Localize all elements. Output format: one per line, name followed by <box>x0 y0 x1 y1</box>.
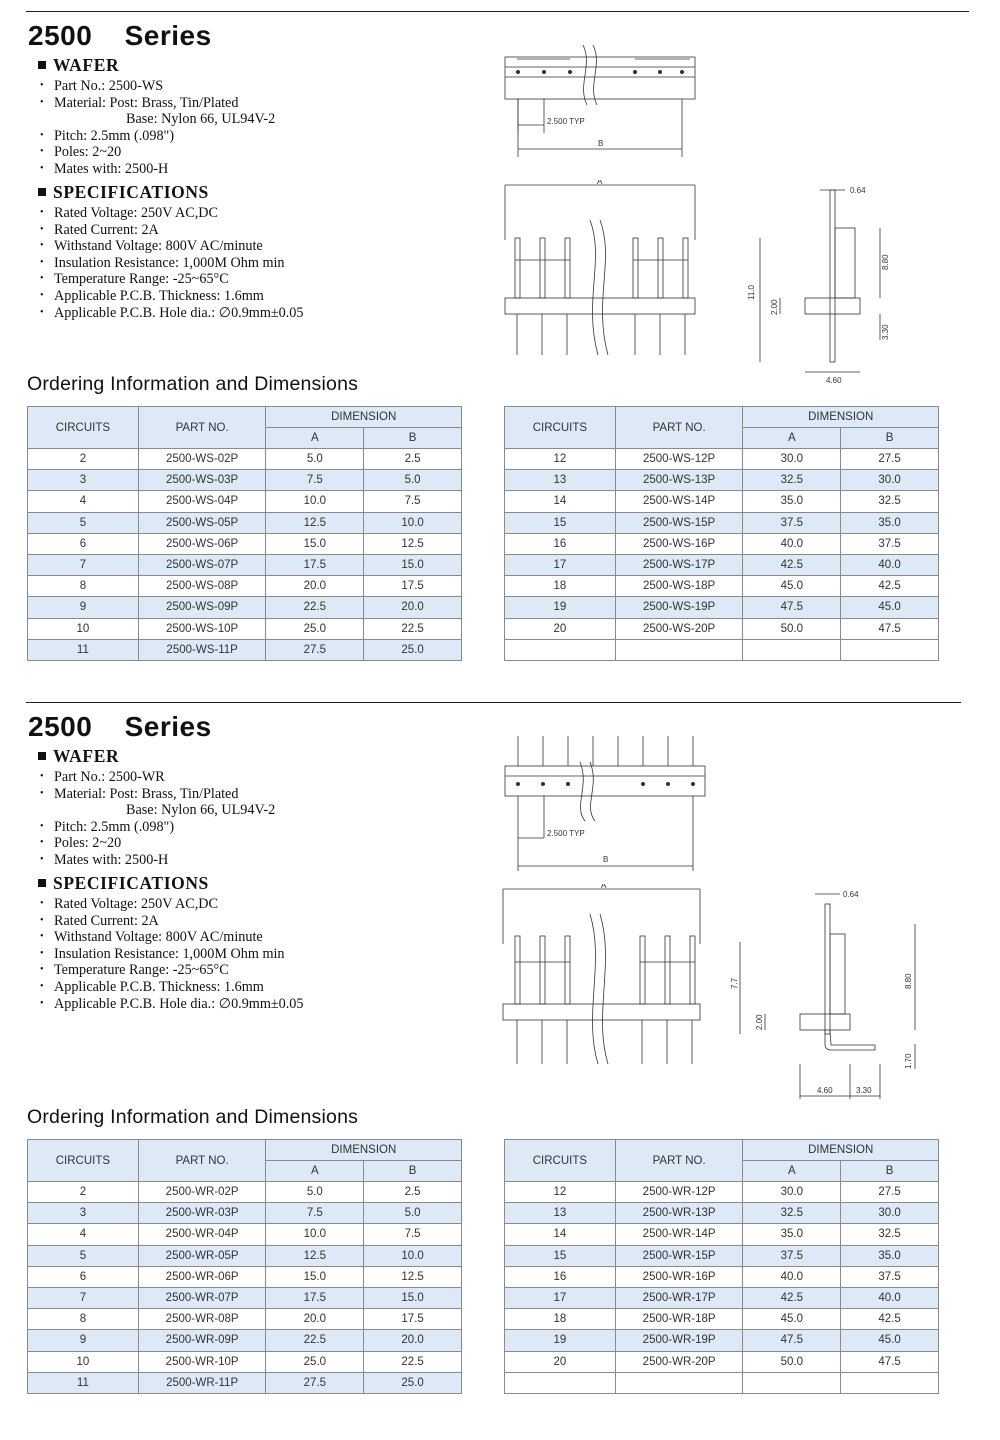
cell: 18 <box>505 576 616 597</box>
cell: 35.0 <box>743 491 841 512</box>
table-row <box>505 1182 939 1203</box>
dim-a-header: A <box>743 428 841 449</box>
cell: 2.5 <box>364 1182 462 1203</box>
cell: 50.0 <box>743 618 841 639</box>
w-base-label: 4.60 <box>826 376 842 385</box>
spec-heading <box>38 182 209 203</box>
h-upper-label: 8.80 <box>881 254 890 270</box>
cell: 2500-WR-09P <box>138 1330 266 1351</box>
circuits-header: CIRCUITS <box>505 407 616 449</box>
side-width-label: 0.64 <box>843 890 859 899</box>
cell: 22.5 <box>364 1351 462 1372</box>
cell: 30.0 <box>743 1182 841 1203</box>
table-row <box>28 512 462 533</box>
h-base-label: 2.00 <box>770 299 779 315</box>
cell: 2 <box>28 449 139 470</box>
cell: 15.0 <box>364 1287 462 1308</box>
cell: 27.5 <box>841 449 939 470</box>
cell: 22.5 <box>364 618 462 639</box>
side-view-drawing <box>725 884 925 1109</box>
h-base-label: 2.00 <box>755 1014 764 1030</box>
table-row <box>505 639 939 660</box>
cell <box>743 639 841 660</box>
cell: 37.5 <box>841 533 939 554</box>
wafer-line: • Mates with: 2500-H <box>40 852 275 869</box>
cell: 2500-WR-10P <box>138 1351 266 1372</box>
b-label: B <box>603 855 609 864</box>
a-label: A <box>601 884 607 890</box>
cell: 2500-WR-17P <box>615 1287 743 1308</box>
cell: 12 <box>505 1182 616 1203</box>
cell: 37.5 <box>841 1266 939 1287</box>
cell: 2500-WS-09P <box>138 597 266 618</box>
wafer-line: Base: Nylon 66, UL94V-2 <box>126 111 276 128</box>
cell: 27.5 <box>266 639 364 660</box>
table-row <box>505 533 939 554</box>
typ-label: 2.500 TYP <box>547 117 585 126</box>
cell: 2500-WS-08P <box>138 576 266 597</box>
cell: 4 <box>28 491 139 512</box>
cell: 2500-WS-04P <box>138 491 266 512</box>
cell: 2500-WS-07P <box>138 554 266 575</box>
spec-heading <box>38 873 209 894</box>
cell: 20.0 <box>266 1309 364 1330</box>
table-row <box>505 597 939 618</box>
cell: 12 <box>505 449 616 470</box>
cell: 13 <box>505 470 616 491</box>
cell: 20 <box>505 1351 616 1372</box>
cell: 14 <box>505 1224 616 1245</box>
cell: 22.5 <box>266 1330 364 1351</box>
w-base-label: 4.60 <box>817 1086 833 1095</box>
top-view-drawing <box>495 45 705 160</box>
cell: 7.5 <box>364 1224 462 1245</box>
wafer-line: Base: Nylon 66, UL94V-2 <box>126 802 276 819</box>
cell: 7 <box>28 1287 139 1308</box>
cell: 40.0 <box>841 1287 939 1308</box>
cell: 17 <box>505 554 616 575</box>
table-row <box>28 533 462 554</box>
cell: 42.5 <box>841 576 939 597</box>
cell: 2500-WR-13P <box>615 1203 743 1224</box>
series-title: 2500 Series <box>28 711 212 742</box>
cell: 10.0 <box>266 491 364 512</box>
side-width-label: 0.64 <box>850 186 866 195</box>
cell <box>505 639 616 660</box>
dimension-header: DIMENSION <box>266 1140 462 1161</box>
typ-label: 2.500 TYP <box>547 829 585 838</box>
wafer-line: • Part No.: 2500-WS <box>40 78 275 95</box>
cell: 25.0 <box>364 639 462 660</box>
cell: 2500-WR-02P <box>138 1182 266 1203</box>
spec-line: • Applicable P.C.B. Thickness: 1.6mm <box>40 288 304 305</box>
cell: 15.0 <box>266 533 364 554</box>
square-bullet-icon <box>38 752 46 760</box>
cell: 2500-WS-18P <box>615 576 743 597</box>
spec-line: • Withstand Voltage: 800V AC/minute <box>40 929 304 946</box>
wafer-list <box>40 769 275 869</box>
cell: 2500-WS-13P <box>615 470 743 491</box>
square-bullet-icon <box>38 61 46 69</box>
table-row <box>28 597 462 618</box>
table-row <box>505 449 939 470</box>
cell: 50.0 <box>743 1351 841 1372</box>
cell: 2500-WS-16P <box>615 533 743 554</box>
wafer-heading-text: WAFER <box>53 55 120 75</box>
table-row <box>28 1287 462 1308</box>
cell: 47.5 <box>743 597 841 618</box>
ordering-title: Ordering Information and Dimensions <box>27 373 359 395</box>
cell: 20 <box>505 618 616 639</box>
cell: 20.0 <box>266 576 364 597</box>
spec-line: • Temperature Range: -25~65°C <box>40 962 304 979</box>
wafer-line: • Poles: 2~20 <box>40 835 275 852</box>
section-wr <box>0 691 1000 1431</box>
cell: 2500-WR-08P <box>138 1309 266 1330</box>
cell: 15 <box>505 1245 616 1266</box>
cell: 10.0 <box>364 1245 462 1266</box>
ordering-table-right <box>504 1139 939 1394</box>
cell: 17.5 <box>266 1287 364 1308</box>
top-rule <box>26 11 969 12</box>
table-row <box>28 1245 462 1266</box>
cell: 8 <box>28 576 139 597</box>
top-view-drawing <box>495 726 710 876</box>
h-total-label: 7.7 <box>730 977 739 989</box>
cell: 2500-WR-18P <box>615 1309 743 1330</box>
cell: 40.0 <box>841 554 939 575</box>
cell: 30.0 <box>743 449 841 470</box>
table-row <box>505 470 939 491</box>
cell: 47.5 <box>743 1330 841 1351</box>
cell: 27.5 <box>266 1372 364 1393</box>
cell: 2500-WR-19P <box>615 1330 743 1351</box>
table-row <box>505 1224 939 1245</box>
h-total-label: 11.0 <box>747 285 756 300</box>
cell: 10 <box>28 618 139 639</box>
wafer-line: • Material: Post: Brass, Tin/Plated <box>40 95 275 112</box>
cell: 22.5 <box>266 597 364 618</box>
wafer-line: • Pitch: 2.5mm (.098") <box>40 128 275 145</box>
cell: 42.5 <box>743 554 841 575</box>
cell: 15.0 <box>364 554 462 575</box>
cell: 15.0 <box>266 1266 364 1287</box>
cell: 2500-WR-20P <box>615 1351 743 1372</box>
cell: 2500-WS-02P <box>138 449 266 470</box>
table-row <box>28 1351 462 1372</box>
cell: 10.0 <box>364 512 462 533</box>
cell: 2500-WS-11P <box>138 639 266 660</box>
table-row <box>28 449 462 470</box>
wafer-heading <box>38 55 119 76</box>
cell: 2500-WR-12P <box>615 1182 743 1203</box>
cell: 32.5 <box>841 1224 939 1245</box>
wafer-line: • Material: Post: Brass, Tin/Plated <box>40 786 275 803</box>
table-row <box>505 1372 939 1393</box>
table-row <box>28 1309 462 1330</box>
table-row <box>28 576 462 597</box>
cell: 35.0 <box>743 1224 841 1245</box>
spec-line: • Insulation Resistance: 1,000M Ohm min <box>40 946 304 963</box>
dim-b-header: B <box>841 1161 939 1182</box>
table-row <box>28 1330 462 1351</box>
square-bullet-icon <box>38 188 46 196</box>
spec-heading-text: SPECIFICATIONS <box>53 182 209 202</box>
cell: 5.0 <box>266 449 364 470</box>
spec-line: • Rated Current: 2A <box>40 913 304 930</box>
dimension-header: DIMENSION <box>266 407 462 428</box>
cell: 7.5 <box>364 491 462 512</box>
spec-line: • Rated Voltage: 250V AC,DC <box>40 896 304 913</box>
cell: 40.0 <box>743 533 841 554</box>
cell: 32.5 <box>841 491 939 512</box>
cell: 8 <box>28 1309 139 1330</box>
cell: 45.0 <box>743 576 841 597</box>
spec-line: • Insulation Resistance: 1,000M Ohm min <box>40 255 304 272</box>
cell: 25.0 <box>266 618 364 639</box>
table-row <box>505 554 939 575</box>
front-view-drawing <box>495 884 710 1074</box>
cell: 7.5 <box>266 470 364 491</box>
cell: 27.5 <box>841 1182 939 1203</box>
cell: 2 <box>28 1182 139 1203</box>
spec-line: • Withstand Voltage: 800V AC/minute <box>40 238 304 255</box>
circuits-header: CIRCUITS <box>28 407 139 449</box>
cell: 2.5 <box>364 449 462 470</box>
table-row <box>28 1224 462 1245</box>
table-row <box>505 1266 939 1287</box>
cell: 2500-WS-05P <box>138 512 266 533</box>
spec-list <box>40 205 304 321</box>
cell: 19 <box>505 597 616 618</box>
cell: 5.0 <box>364 470 462 491</box>
section-ws <box>0 0 1000 700</box>
cell: 47.5 <box>841 1351 939 1372</box>
cell: 47.5 <box>841 618 939 639</box>
dim-a-header: A <box>266 428 364 449</box>
table-row <box>505 1287 939 1308</box>
ordering-table-left <box>27 1139 462 1394</box>
cell: 2500-WS-20P <box>615 618 743 639</box>
table-row <box>28 470 462 491</box>
cell: 5 <box>28 512 139 533</box>
cell <box>841 639 939 660</box>
cell: 2500-WR-14P <box>615 1224 743 1245</box>
a-label: A <box>597 180 603 186</box>
cell <box>743 1372 841 1393</box>
table-row <box>28 1182 462 1203</box>
cell: 45.0 <box>841 1330 939 1351</box>
cell: 3 <box>28 1203 139 1224</box>
cell: 6 <box>28 533 139 554</box>
cell: 35.0 <box>841 512 939 533</box>
cell: 2500-WR-11P <box>138 1372 266 1393</box>
top-rule <box>26 702 961 703</box>
cell: 42.5 <box>743 1287 841 1308</box>
cell: 2500-WR-07P <box>138 1287 266 1308</box>
table-row <box>505 576 939 597</box>
wafer-heading-text: WAFER <box>53 746 120 766</box>
square-bullet-icon <box>38 879 46 887</box>
part-no-header: PART NO. <box>138 1140 266 1182</box>
wafer-line: • Mates with: 2500-H <box>40 161 275 178</box>
table-row <box>28 639 462 660</box>
cell: 2500-WS-15P <box>615 512 743 533</box>
cell: 20.0 <box>364 597 462 618</box>
cell: 10 <box>28 1351 139 1372</box>
cell <box>505 1372 616 1393</box>
wafer-line: • Pitch: 2.5mm (.098") <box>40 819 275 836</box>
table-row <box>28 618 462 639</box>
cell: 14 <box>505 491 616 512</box>
table-row <box>505 1309 939 1330</box>
cell: 30.0 <box>841 1203 939 1224</box>
wafer-heading <box>38 746 119 767</box>
spec-heading-text: SPECIFICATIONS <box>53 873 209 893</box>
table-row <box>505 1245 939 1266</box>
cell: 37.5 <box>743 1245 841 1266</box>
side-view-drawing <box>740 180 900 390</box>
table-row <box>505 512 939 533</box>
ordering-table-right <box>504 406 939 661</box>
front-view-drawing <box>495 180 710 370</box>
series-title: 2500 Series <box>28 20 212 51</box>
cell: 12.5 <box>266 1245 364 1266</box>
cell: 5.0 <box>364 1203 462 1224</box>
cell <box>841 1372 939 1393</box>
cell: 37.5 <box>743 512 841 533</box>
cell: 13 <box>505 1203 616 1224</box>
cell: 17.5 <box>266 554 364 575</box>
cell: 42.5 <box>841 1309 939 1330</box>
table-row <box>28 1203 462 1224</box>
cell: 18 <box>505 1309 616 1330</box>
cell: 2500-WR-05P <box>138 1245 266 1266</box>
table-row <box>28 1372 462 1393</box>
cell <box>615 1372 743 1393</box>
dimension-header: DIMENSION <box>743 1140 939 1161</box>
cell: 2500-WS-06P <box>138 533 266 554</box>
spec-line: • Rated Voltage: 250V AC,DC <box>40 205 304 222</box>
cell: 20.0 <box>364 1330 462 1351</box>
cell: 12.5 <box>266 512 364 533</box>
h-lower-label: 3.30 <box>881 324 890 340</box>
cell: 32.5 <box>743 470 841 491</box>
cell: 2500-WS-12P <box>615 449 743 470</box>
cell: 5 <box>28 1245 139 1266</box>
cell: 6 <box>28 1266 139 1287</box>
h-upper-label: 8.80 <box>904 973 913 989</box>
cell: 35.0 <box>841 1245 939 1266</box>
cell: 2500-WR-16P <box>615 1266 743 1287</box>
cell: 32.5 <box>743 1203 841 1224</box>
circuits-header: CIRCUITS <box>505 1140 616 1182</box>
table-row <box>505 491 939 512</box>
cell: 12.5 <box>364 1266 462 1287</box>
cell: 17.5 <box>364 576 462 597</box>
ordering-table-left <box>27 406 462 661</box>
cell: 40.0 <box>743 1266 841 1287</box>
wafer-line: • Poles: 2~20 <box>40 144 275 161</box>
cell: 25.0 <box>364 1372 462 1393</box>
part-no-header: PART NO. <box>615 407 743 449</box>
dim-a-header: A <box>743 1161 841 1182</box>
cell: 16 <box>505 533 616 554</box>
cell: 2500-WS-19P <box>615 597 743 618</box>
table-row <box>28 554 462 575</box>
cell: 11 <box>28 1372 139 1393</box>
cell: 45.0 <box>743 1309 841 1330</box>
dim-a-header: A <box>266 1161 364 1182</box>
cell: 2500-WR-06P <box>138 1266 266 1287</box>
table-row <box>28 491 462 512</box>
w-tail-label: 3.30 <box>856 1086 872 1095</box>
cell: 7 <box>28 554 139 575</box>
cell: 2500-WR-03P <box>138 1203 266 1224</box>
table-row <box>505 618 939 639</box>
dimension-header: DIMENSION <box>743 407 939 428</box>
cell: 9 <box>28 597 139 618</box>
cell: 25.0 <box>266 1351 364 1372</box>
cell: 19 <box>505 1330 616 1351</box>
part-no-header: PART NO. <box>615 1140 743 1182</box>
cell: 2500-WR-04P <box>138 1224 266 1245</box>
part-no-header: PART NO. <box>138 407 266 449</box>
spec-line: • Applicable P.C.B. Hole dia.: ∅0.9mm±0.05 <box>40 305 304 322</box>
cell: 15 <box>505 512 616 533</box>
cell: 17 <box>505 1287 616 1308</box>
cell: 2500-WS-14P <box>615 491 743 512</box>
cell: 2500-WS-10P <box>138 618 266 639</box>
dim-b-header: B <box>841 428 939 449</box>
dim-b-header: B <box>364 1161 462 1182</box>
cell: 9 <box>28 1330 139 1351</box>
spec-line: • Rated Current: 2A <box>40 222 304 239</box>
dim-b-header: B <box>364 428 462 449</box>
cell: 16 <box>505 1266 616 1287</box>
cell: 2500-WS-03P <box>138 470 266 491</box>
spec-list <box>40 896 304 1012</box>
cell: 17.5 <box>364 1309 462 1330</box>
h-lower-label: 1.70 <box>904 1053 913 1069</box>
table-row <box>505 1330 939 1351</box>
circuits-header: CIRCUITS <box>28 1140 139 1182</box>
cell: 12.5 <box>364 533 462 554</box>
b-label: B <box>598 139 604 148</box>
cell: 11 <box>28 639 139 660</box>
cell: 7.5 <box>266 1203 364 1224</box>
spec-line: • Applicable P.C.B. Thickness: 1.6mm <box>40 979 304 996</box>
cell: 2500-WS-17P <box>615 554 743 575</box>
spec-line: • Temperature Range: -25~65°C <box>40 271 304 288</box>
wafer-list <box>40 78 275 178</box>
cell: 30.0 <box>841 470 939 491</box>
cell: 2500-WR-15P <box>615 1245 743 1266</box>
ordering-title: Ordering Information and Dimensions <box>27 1106 359 1128</box>
cell: 3 <box>28 470 139 491</box>
table-row <box>505 1203 939 1224</box>
table-row <box>505 1351 939 1372</box>
cell: 4 <box>28 1224 139 1245</box>
cell: 45.0 <box>841 597 939 618</box>
spec-line: • Applicable P.C.B. Hole dia.: ∅0.9mm±0.05 <box>40 996 304 1013</box>
wafer-line: • Part No.: 2500-WR <box>40 769 275 786</box>
cell: 10.0 <box>266 1224 364 1245</box>
table-row <box>28 1266 462 1287</box>
cell <box>615 639 743 660</box>
cell: 5.0 <box>266 1182 364 1203</box>
